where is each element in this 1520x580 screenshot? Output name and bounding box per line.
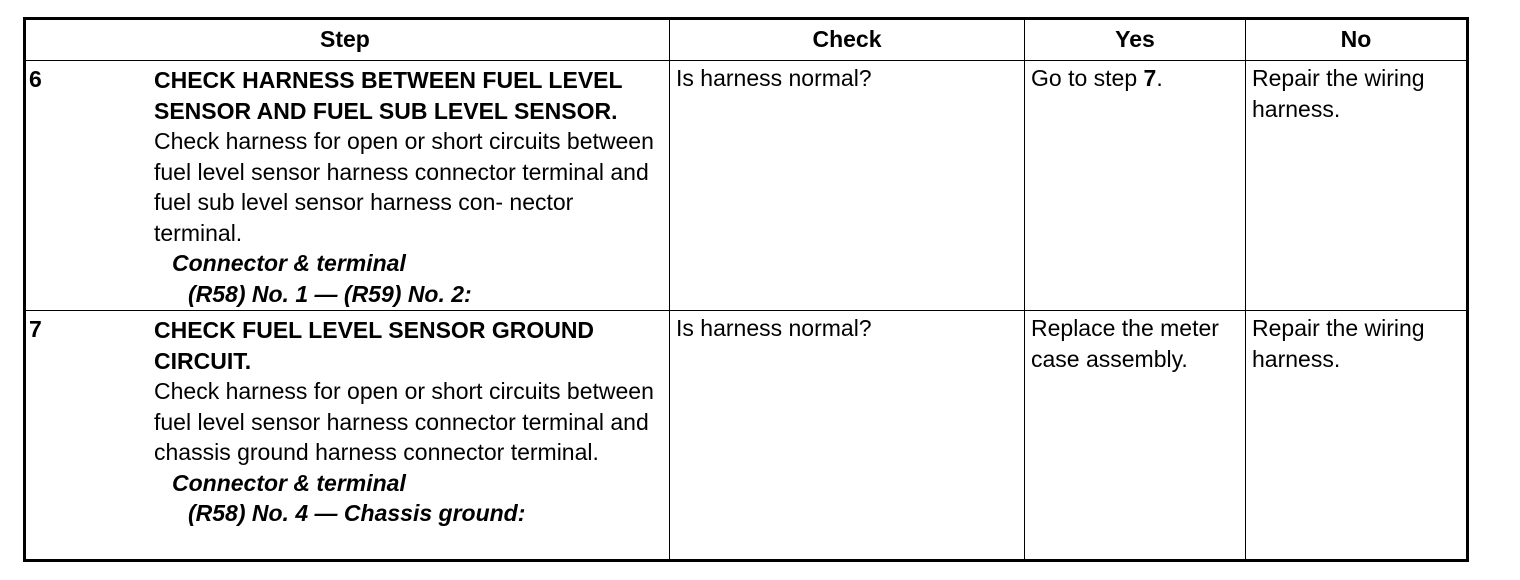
no-cell: Repair the wiring harness. [1246, 61, 1468, 311]
check-cell: Is harness normal? [670, 311, 1025, 561]
yes-step-ref: 7 [1143, 65, 1157, 91]
step-cell [25, 311, 670, 561]
yes-suffix: . [1156, 65, 1163, 91]
table-row [25, 311, 1468, 561]
yes-prefix: Go to step [1031, 65, 1144, 91]
step-cell [25, 61, 670, 311]
header-check: Check [670, 19, 1025, 61]
connector-value: (R58) No. 4 — Chassis ground: [188, 500, 526, 526]
step-number: 7 [29, 316, 42, 342]
yes-cell: Replace the meter case assembly. [1025, 311, 1246, 561]
step-description: Check harness for open or short circuits between fuel level sensor harness connector terminal and chassis ground harness connector terminal. [154, 378, 654, 465]
connector-label: Connector & terminal [172, 469, 406, 496]
connector-value: (R58) No. 1 — (R59) No. 2: [188, 280, 472, 307]
step-title: CHECK FUEL LEVEL SENSOR GROUND CIRCUIT. [154, 317, 595, 374]
check-cell: Is harness normal? [670, 61, 1025, 311]
header-yes: Yes [1025, 19, 1246, 61]
diagnostic-table [23, 17, 1469, 562]
yes-cell [1025, 61, 1246, 311]
table-row [25, 61, 1468, 311]
step-body [154, 313, 663, 529]
connector-label: Connector & terminal [172, 250, 406, 276]
step-description: Check harness for open or short circuits between fuel level sensor harness connector terminal and fuel sub level sensor harness con- nector terminal. [154, 128, 654, 246]
step-title: CHECK HARNESS BETWEEN FUEL LEVEL SENSOR AND FUEL SUB LEVEL SENSOR. [154, 67, 623, 124]
header-no: No [1246, 19, 1468, 61]
header-step: Step [25, 19, 670, 61]
header-row [25, 19, 1468, 61]
no-cell: Repair the wiring harness. [1246, 311, 1468, 561]
step-number: 6 [29, 66, 42, 92]
step-body [154, 63, 663, 309]
